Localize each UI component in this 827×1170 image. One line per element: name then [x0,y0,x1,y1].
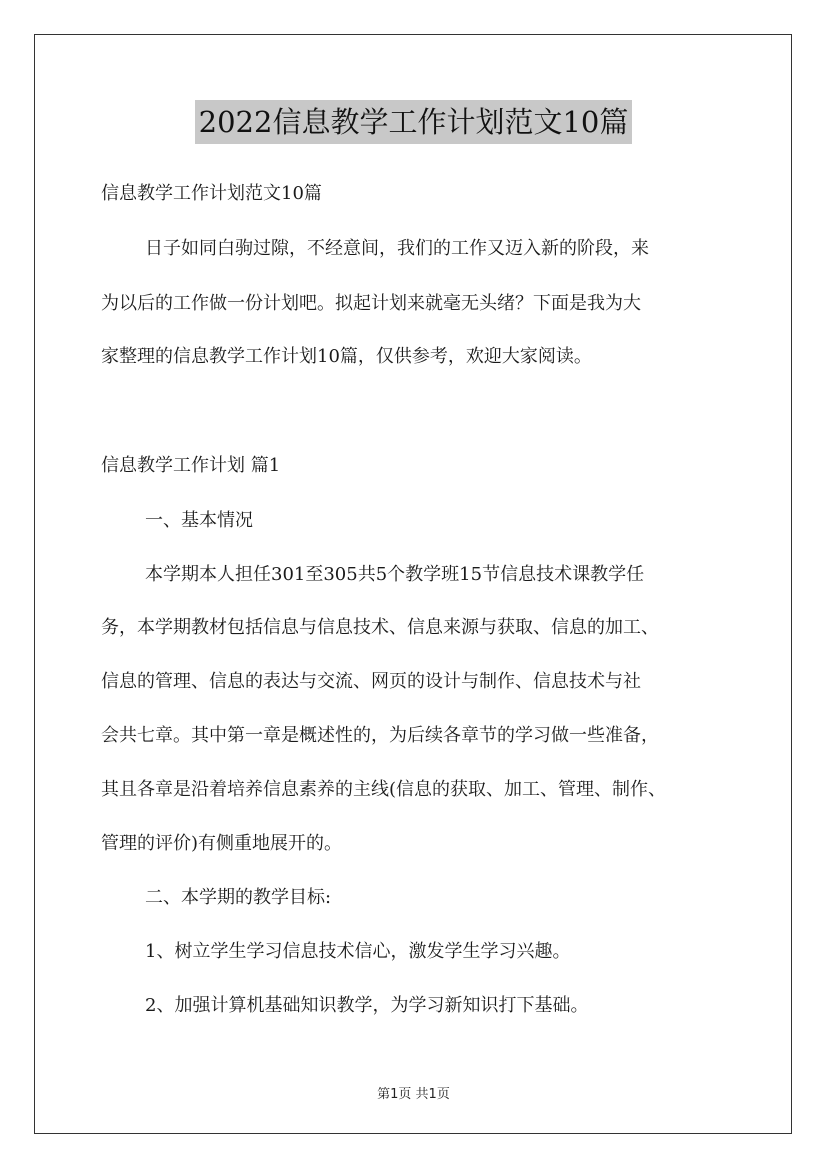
section-heading: 信息教学工作计划 篇1 [101,455,281,476]
body-line-5: 其且各章是沿着培养信息素养的主线(信息的获取、加工、管理、制作、 [101,779,667,800]
body-line-2: 务，本学期教材包括信息与信息技术、信息来源与获取、信息的加工、 [101,617,659,638]
body-line-1: 本学期本人担任301至305共5个教学班15节信息技术课教学任 [145,564,645,585]
intro-line-3: 家整理的信息教学工作计划10篇，仅供参考，欢迎大家阅读。 [101,346,592,367]
intro-line-1: 日子如同白驹过隙，不经意间，我们的工作又迈入新的阶段，来 [145,238,649,259]
body-line-6: 管理的评价)有侧重地展开的。 [101,833,343,854]
heading-basic-situation: 一、基本情况 [145,510,253,531]
intro-line-2: 为以后的工作做一份计划吧。拟起计划来就毫无头绪？下面是我为大 [101,293,641,314]
document-subtitle: 信息教学工作计划范文10篇 [101,183,322,204]
page-footer: 第1页 共1页 [377,1087,450,1102]
document-title: 2022信息教学工作计划范文10篇 [195,100,633,144]
goal-item-1: 1、树立学生学习信息技术信心，激发学生学习兴趣。 [145,941,571,962]
title-container [0,100,827,144]
heading-teaching-goals: 二、本学期的教学目标: [145,887,332,908]
body-line-3: 信息的管理、信息的表达与交流、网页的设计与制作、信息技术与社 [101,671,641,692]
goal-item-2: 2、加强计算机基础知识教学，为学习新知识打下基础。 [145,995,589,1016]
body-line-4: 会共七章。其中第一章是概述性的，为后续各章节的学习做一些准备， [101,725,659,746]
